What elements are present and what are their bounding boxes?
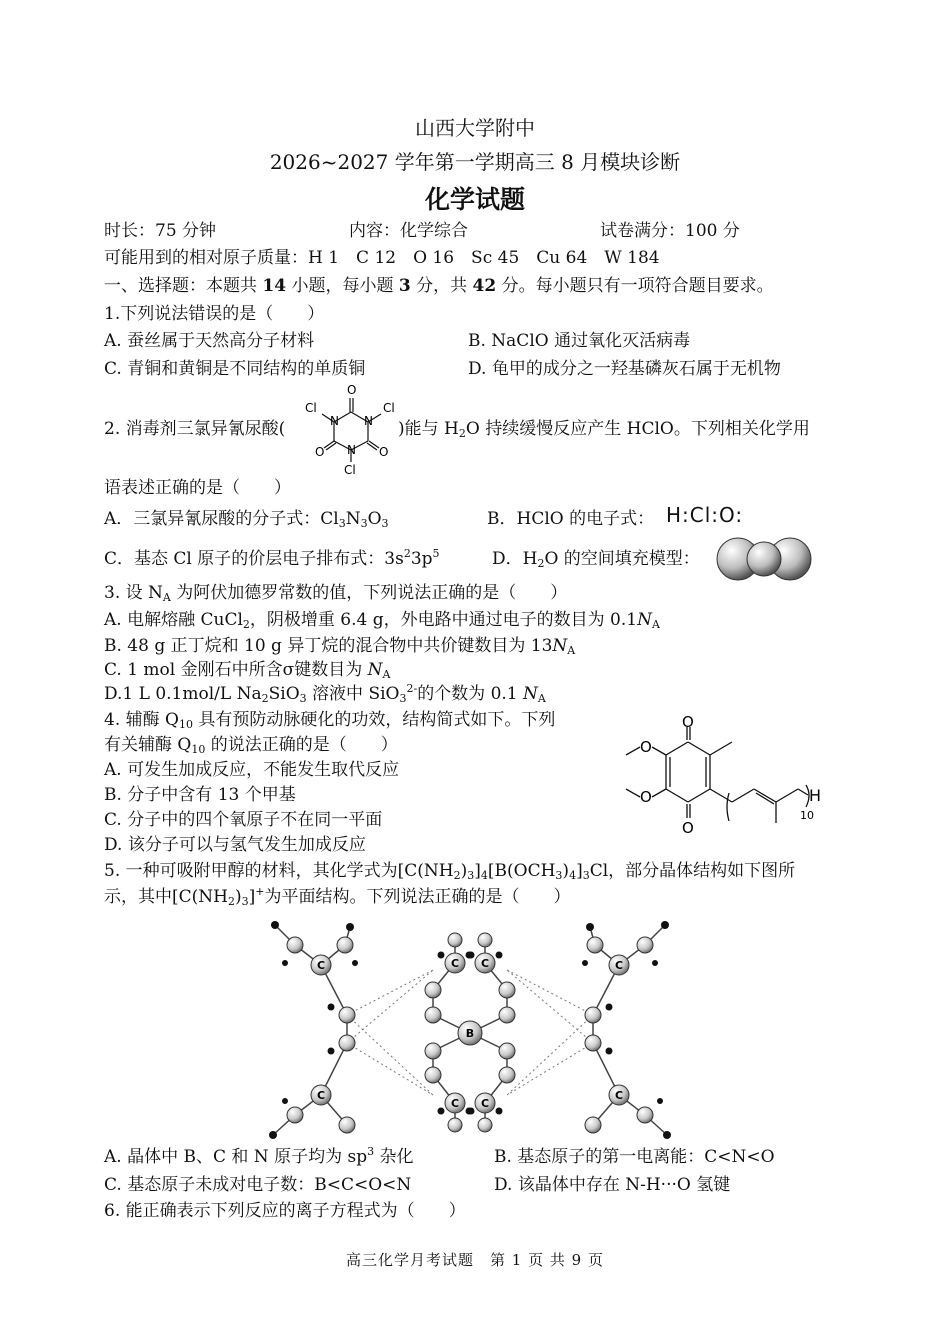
q1-option-b: B. NaClO 通过氧化灭活病毒 [468, 331, 691, 351]
q5-option-b: B. 基态原子的第一电离能：C<N<O [494, 1147, 775, 1167]
q2-stem-line2: 语表述正确的是（ ） [104, 478, 291, 498]
struct-cl-left: Cl [305, 401, 317, 415]
subject-title: 化学试题 [424, 185, 525, 214]
fig-label-b: B [465, 1027, 475, 1040]
q4-option-b: B. 分子中含有 13 个甲基 [104, 785, 296, 805]
fig-label-c2: C [316, 1089, 326, 1102]
school-name: 山西大学附中 [415, 116, 535, 140]
hclo-lewis-structure: H:Cl:O: [666, 503, 744, 527]
q3-stem: 3. 设 $N_A$ 为阿伏加德罗常数的值，下列说法正确的是（ ） [104, 583, 568, 604]
fig-label-c1: C [316, 959, 326, 972]
atomic-masses: 可能用到的相对原子质量：H 1 C 12 O 16 Sc 45 Cu 64 W 184 [104, 248, 660, 268]
exam-title: 2026~2027 学年第一学期高三 8 月模块诊断 [269, 150, 681, 174]
q10-o-top: O [682, 713, 694, 731]
q2-stem-pre: 2. 消毒剂三氯异氰尿酸( [104, 419, 286, 439]
q5-option-d: D. 该晶体中存在 N-H···O 氢键 [494, 1175, 731, 1195]
q4-option-d: D. 该分子可以与氢气发生加成反应 [104, 835, 366, 855]
full-score: 试卷满分：100 分 [600, 221, 740, 241]
duration: 时长：75 分钟 [104, 221, 217, 241]
q5-stem-line2: 示，其中$[C(NH_2)_3]^+$为平面结构。下列说法正确的是（ ） [104, 885, 571, 908]
trichloroisocyanuric-acid-structure [300, 378, 400, 478]
section-heading: 一、选择题：本题共 14 小题，每小题 3 分，共 42 分。每小题只有一项符合题目要求。 [104, 276, 774, 296]
o-atom [747, 542, 781, 576]
q4-stem-line2: 有关辅酶 $Q_{10}$ 的说法正确的是（ ） [104, 735, 398, 756]
q5-option-c: C. 基态原子未成对电子数：B<C<O<N [104, 1175, 412, 1195]
q4-option-c: C. 分子中的四个氧原子不在同一平面 [104, 810, 383, 830]
q1-option-a: A. 蚕丝属于天然高分子材料 [104, 331, 315, 351]
coenzyme-q10-structure [610, 715, 830, 840]
q2-stem-post: )能与 $H_2O$ 持续缓慢反应产生 HClO。下列相关化学用 [398, 419, 810, 440]
q5-stem-line1: 5. 一种可吸附甲醇的材料，其化学式为$[C(NH_2)_3]_4[B(OCH_3)_4]_3Cl$，部分晶体结构如下图所 [104, 861, 796, 882]
struct-cl-bottom: Cl [344, 463, 356, 477]
q10-h: H [809, 786, 822, 805]
struct-n-right: N [364, 414, 373, 428]
q1-option-c: C. 青铜和黄铜是不同结构的单质铜 [104, 359, 366, 379]
q10-o-methoxy-bottom: O [640, 788, 652, 806]
q10-o-methoxy-top: O [640, 738, 652, 756]
q3-option-d: D.1 L 0.1mol/L $Na_2SiO_3$ 溶液中 SiO$_3^{2-}$的个数为 0.1 $N_A$ [104, 682, 546, 705]
struct-n-bottom: N [347, 443, 356, 457]
q2-option-d: D．$H_2O$ 的空间填充模型： [492, 549, 700, 570]
h2o-space-filling-model [712, 534, 816, 584]
q4-stem-line1: 4. 辅酶 $Q_{10}$ 具有预防动脉硬化的功效，结构简式如下。下列 [104, 710, 556, 731]
q3-option-b: B. 48 g 正丁烷和 10 g 异丁烷的混合物中共价键数目为 $13N_A$ [104, 636, 576, 657]
content-scope: 内容：化学综合 [349, 221, 468, 241]
fig-label-c8: C [480, 1097, 490, 1110]
fig-label-c7: C [450, 1097, 460, 1110]
struct-n-left: N [330, 414, 339, 428]
struct-o-top: O [347, 383, 357, 397]
fig-label-c6: C [480, 957, 490, 970]
q2-option-c: C．基态 Cl 原子的价层电子排布式：$3s^23p^5$ [104, 547, 440, 569]
struct-o-left: O [315, 445, 325, 459]
page-footer: 高三化学月考试题 第 1 页 共 9 页 [346, 1251, 604, 1269]
q5-option-a: A. 晶体中 B、C 和 N 原子均为 $sp^3$ 杂化 [104, 1145, 414, 1167]
fig-label-c5: C [450, 957, 460, 970]
q1-stem: 1.下列说法错误的是（ ） [104, 304, 325, 324]
struct-o-right: O [379, 445, 389, 459]
q3-option-a: A. 电解熔融 CuCl$_2$，阴极增重 6.4 g，外电路中通过电子的数目为 $0.1N_A$ [104, 610, 660, 631]
q4-option-a: A. 可发生加成反应，不能发生取代反应 [104, 760, 400, 780]
q1-option-d: D. 龟甲的成分之一羟基磷灰石属于无机物 [468, 359, 781, 379]
fig-label-c4: C [614, 1089, 624, 1102]
q6-stem: 6. 能正确表示下列反应的离子方程式为（ ） [104, 1201, 466, 1221]
q3-option-c: C. 1 mol 金刚石中所含σ键数目为 $N_A$ [104, 660, 391, 681]
struct-cl-right: Cl [383, 401, 395, 415]
q2-option-a: A．三氯异氰尿酸的分子式：$Cl_3N_3O_3$ [104, 509, 389, 530]
fig-label-c3: C [614, 959, 624, 972]
q2-option-b: B．HClO 的电子式： [487, 509, 655, 529]
q10-o-bottom: O [682, 819, 694, 837]
q10-repeat-count: 10 [800, 809, 814, 822]
crystal-structure-figure [255, 915, 685, 1145]
